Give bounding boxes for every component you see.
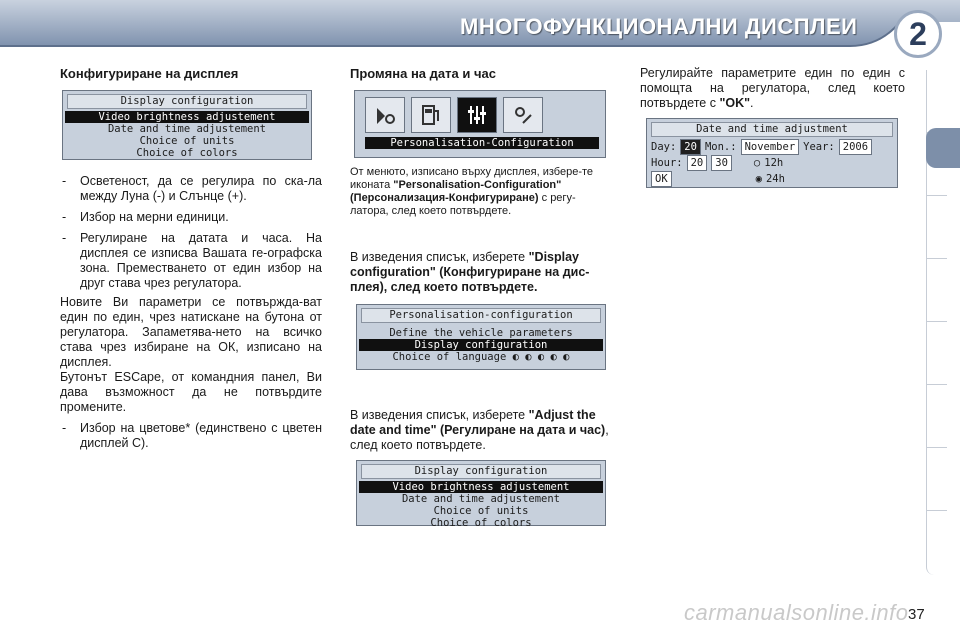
paragraph: Новите Ви параметри се потвържда-ват един по един, чрез натискане на бутона от регулатора. Запаметява-нето на всичко става чрез избиране на ОК, изписано на дисплея. — [60, 295, 322, 369]
column-display-configuration-body — [60, 168, 322, 451]
section-heading: Промяна на дата и час — [350, 66, 496, 81]
column-date-time — [350, 66, 612, 91]
audio-icon — [365, 97, 405, 133]
display-configuration-screen — [356, 460, 606, 529]
screen-menu-item: Choice of colors — [430, 517, 532, 529]
screen-menu-item: Choice of colors — [136, 147, 238, 159]
hour-label: Hour: — [651, 157, 683, 169]
month-field: November — [741, 139, 800, 155]
screen-menu-item: Date and time adjustement — [401, 493, 561, 505]
list-item: - Регулиране на датата и часа. На дисплея се изписва Вашата ге-ографска зона. Преместването от един избор на друг става чрез регулатора. — [62, 231, 322, 290]
fuel-pump-icon — [411, 97, 451, 133]
column-display-configuration — [60, 66, 322, 91]
instruction-text: В изведения списък, изберете "Display configuration" (Конфигуриране на дис-плея), след което потвърдете. — [350, 250, 590, 294]
watermark: carmanualsonline.info — [684, 600, 909, 625]
date-time-adjustment-screen — [646, 118, 898, 188]
list-item: - Осветеност, да се регулира по ска-ла между Луна (-) и Слънце (+). — [62, 174, 322, 203]
ok-button: OK — [651, 171, 672, 187]
list-item: - Избор на мерни единици. — [62, 210, 229, 224]
screen-menu-item: Define the vehicle parameters — [389, 327, 573, 339]
radio-empty-icon: ○ — [753, 157, 761, 169]
screen-menu-item: Video brightness adjustement — [65, 111, 309, 123]
selected-menu-label: Personalisation-Configuration — [365, 137, 599, 149]
radio-selected-icon: ◉ — [755, 173, 762, 185]
thumb-index-active-tab — [926, 128, 960, 168]
option-24h: 24h — [765, 173, 785, 185]
minute-field: 30 — [711, 155, 732, 171]
instruction-text: В изведения списък, изберете "Adjust the date and time" (Регулиране на дата и час), след което потвърдете. — [350, 408, 609, 452]
page-number: 37 — [908, 606, 925, 623]
screen-menu-item: Choice of units — [433, 505, 529, 517]
day-label: Day: — [651, 141, 677, 153]
section-heading: Конфигуриране на дисплея — [60, 66, 239, 81]
personalisation-configuration-icon — [457, 97, 497, 133]
screen-menu-item: Video brightness adjustement — [359, 481, 603, 493]
month-label: Mon.: — [704, 141, 737, 153]
screen-menu-item: Date and time adjustement — [107, 123, 267, 135]
screen-title: Display configuration — [67, 94, 307, 109]
option-12h: 12h — [764, 157, 784, 169]
instruction-text: От менюто, изписано върху дисплея, избере-те иконата "Personalisation-Configuration" (Персонализация-Конфигуриране) с регу-латора, след което потвърдете. — [350, 166, 594, 217]
day-field: 20 — [680, 139, 701, 155]
hour-field: 20 — [687, 155, 708, 171]
screen-menu-item: Choice of language ◐ ◐ ◐ ◐ ◐ — [392, 351, 570, 363]
display-configuration-screen — [62, 90, 312, 160]
screen-title: Display configuration — [361, 464, 601, 479]
screen-menu-item: Choice of units — [139, 135, 235, 147]
paragraph: Бутонът ESCape, от командния панел, Ви дава възможност да не потвърдите промените. — [60, 370, 322, 414]
list-item: - Избор на цветове* (единствено с цветен дисплей С). — [62, 421, 322, 450]
year-label: Year: — [803, 141, 835, 153]
chapter-title: МНОГОФУНКЦИОНАЛНИ ДИСПЛЕИ — [460, 14, 858, 39]
light-settings-icon — [503, 97, 543, 133]
screen-menu-item: Display configuration — [359, 339, 603, 351]
instruction-text: Регулирайте параметрите един по един с помощта на регулатора, след което потвърдете с "OK". — [640, 66, 905, 110]
screen-title: Personalisation-configuration — [361, 308, 601, 323]
screen-title: Date and time adjustment — [651, 122, 893, 137]
personalisation-configuration-screen — [356, 304, 606, 370]
chapter-number-badge: 2 — [894, 10, 942, 58]
year-field: 2006 — [839, 139, 872, 155]
main-menu-screen — [354, 90, 606, 158]
